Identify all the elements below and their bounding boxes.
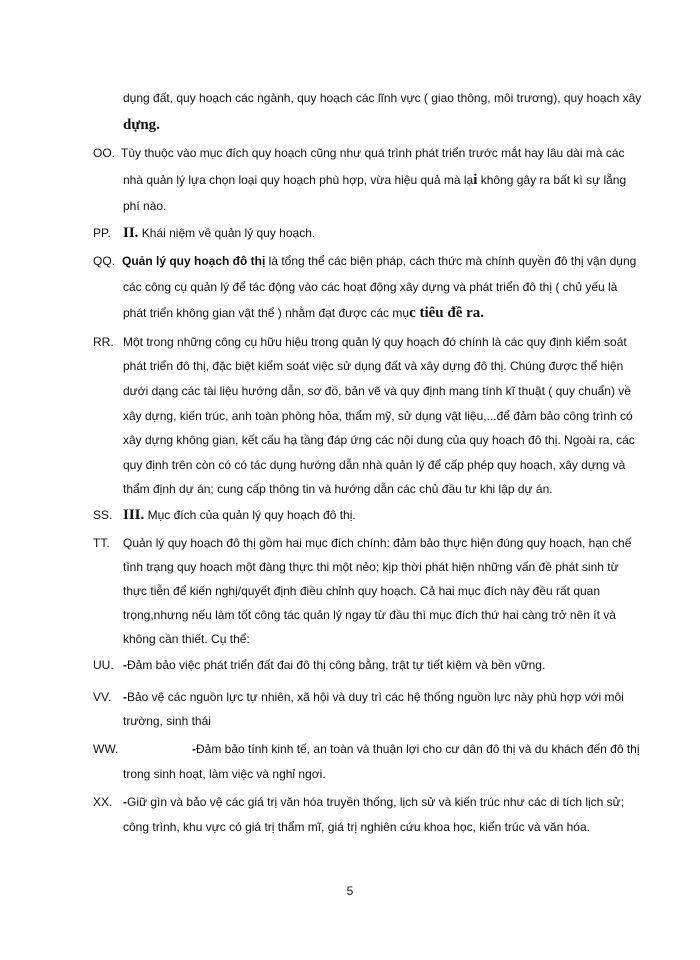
uu-text: Đảm bảo việc phát triển đất đai đô thị công bằng, trật tự tiết kiệm và bền vững. (127, 658, 546, 672)
rr-line: xây dựng, kiến trúc, anh toàn phòng hỏa, thẩm mỹ, sử dụng vật liệu,...để đảm bảo công trình có (123, 409, 633, 423)
qq-term: Quản lý quy hoạch đô thị (122, 254, 266, 268)
para-label-xx: XX. (93, 795, 113, 809)
ww-line-1 (192, 741, 640, 757)
ss-roman-numeral: III. (123, 507, 145, 523)
para-label-vv: VV. (93, 690, 112, 704)
vv-line-1 (123, 689, 624, 705)
dash-bullet: - (123, 690, 127, 704)
rr-line: Một trong những công cụ hữu hiệu trong quản lý quy hoạch đó chính là các quy định kiểm soát (123, 335, 627, 349)
rr-line: quy định trên còn có có tác dụng hướng dẫn nhà quản lý để cấp phép quy hoạch, xây dựng và (123, 458, 626, 472)
rr-line: phát triển đô thị, đặc biệt kiểm soát việc sử dụng đất và xây dựng đô thị. Chúng được thể hiện (123, 359, 624, 373)
rr-line: xây dựng không gian, kết cấu hạ tầng đáp ứng các nội dung của quy hoạch đô thị. Ngoài ra, các (123, 433, 635, 447)
tt-line: thực tiễn để kiến nghị/quyết định điều chỉnh quy hoạch. Cả hai mục đích này đều rất quan (123, 584, 601, 598)
xx-line-1 (123, 794, 624, 810)
tt-line: trọng,nhưng nếu làm tốt công tác quản lý ngay từ đầu thì mục đích thứ hai càng trở nên ít và (123, 608, 616, 622)
para-label-tt: TT. (93, 536, 110, 550)
oo-line-2 (123, 172, 626, 188)
xx-line-2: công trình, khu vực có giá trị thẩm mĩ, giá trị nghiên cứu khoa học, kiến trúc và văn hóa. (123, 820, 590, 834)
pp-roman-numeral: II. (123, 225, 139, 241)
oo-line-2-b: không gây ra bất kì sự lẵng (477, 173, 627, 187)
top-line-2: dựng. (123, 117, 160, 133)
qq-line-3-a: phát triển không gian vật thể ) nhằm đạt được các mụ (123, 306, 410, 320)
oo-line-3: phí nào. (123, 199, 167, 213)
oo-line-1: Tùy thuộc vào mục đích quy hoạch cũng như quá trình phát triển trước mắt hay lâu dài mà các (121, 146, 625, 160)
vv-line-2: trường, sinh thái (123, 714, 211, 728)
para-label-ss: SS. (93, 508, 113, 522)
vv-text: Bảo vệ các nguồn lực tự nhiên, xã hội và duy trì các hệ thống nguồn lực này phù hợp với môi (127, 690, 624, 704)
para-label-qq: QQ. (93, 254, 116, 268)
ss-heading-text: Mục đích của quản lý quy hoạch đô thị. (144, 508, 356, 522)
rr-line: dưới dạng các tài liệu hướng dẫn, sơ đồ, bản vẽ và quy định mang tính kĩ thuật ( quy chuẩn) về (123, 384, 631, 398)
xx-text: Giữ gìn và bảo vệ các giá trị văn hóa truyền thống, lịch sử và kiến trúc như các di tích lịch sử; (127, 795, 625, 809)
para-label-oo: OO. (93, 146, 116, 160)
top-line-1: dụng đất, quy hoạch các ngành, quy hoạch các lĩnh vực ( giao thông, môi trương), quy hoạch xây (123, 91, 642, 105)
para-label-uu: UU. (93, 658, 114, 672)
qq-line-1-rest: là tổng thể các biện pháp, cách thức mà chính quyền đô thị vận dụng (265, 254, 637, 268)
tt-line: Quản lý quy hoạch đô thị gồm hai mục đích chính: đảm bảo thực hiện đúng quy hoạch, hạn chế (123, 536, 632, 550)
uu-line (123, 657, 545, 673)
ww-text: Đảm bảo tính kinh tế, an toàn và thuận lợi cho cư dân đô thị và du khách đến đô thị (196, 742, 640, 756)
pp-heading (123, 223, 315, 243)
tt-line: tình trạng quy hoạch một đàng thực thi một nẻo; kịp thời phát hiện những vấn đề phát sinh từ (123, 560, 619, 574)
dash-bullet: - (123, 658, 127, 672)
oo-line-2-big: i (473, 172, 478, 188)
para-label-rr: RR. (93, 335, 114, 349)
pp-heading-text: Khái niệm về quản lý quy hoạch. (138, 226, 316, 240)
qq-line-2: các công cụ quản lý để tác động vào các hoạt động xây dựng và phát triển đô thị ( chủ yếu là (123, 280, 618, 294)
ss-heading (123, 505, 356, 525)
rr-line: thẩm định dự án; cung cấp thông tin và hướng dẫn các chủ đầu tư khi lập dự án. (123, 482, 553, 496)
dash-bullet: - (192, 742, 196, 756)
oo-line-2-a: nhà quản lý lựa chọn loại quy hoạch phù hợp, vừa hiệu quả mà lạ (123, 173, 474, 187)
dash-bullet: - (123, 795, 127, 809)
para-label-ww: WW. (93, 742, 119, 756)
para-label-pp: PP. (93, 226, 111, 240)
tt-line: không cần thiết. Cụ thể: (123, 632, 250, 646)
qq-line-3 (123, 303, 484, 323)
qq-line-1 (122, 253, 636, 269)
ww-line-2: trong sinh hoạt, làm việc và nghỉ ngơi. (123, 767, 326, 781)
page-number: 5 (346, 884, 354, 898)
qq-line-3-big: c tiêu đề ra. (409, 305, 485, 321)
